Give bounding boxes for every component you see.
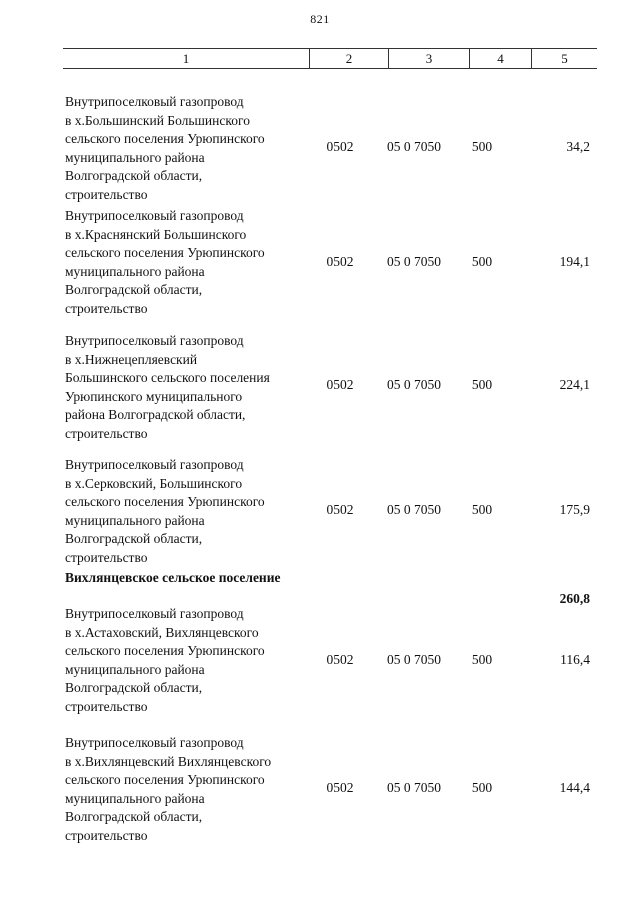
header-col-5: 5 xyxy=(561,50,568,66)
target-article-code: 05 0 7050 xyxy=(387,502,441,517)
header-col-3: 3 xyxy=(389,49,470,68)
expense-type-code: 500 xyxy=(471,502,493,517)
table-row xyxy=(63,456,597,568)
section-code: 0502 xyxy=(326,652,354,667)
table-row xyxy=(63,332,597,444)
section-code: 0502 xyxy=(326,780,354,795)
row-description: Внутрипоселковый газопровод в х.Большинский Большинского сельского поселения Урюпинского муниципального района Волгоградской области, строительство xyxy=(65,94,265,202)
amount: 144,4 xyxy=(559,780,590,795)
amount: 175,9 xyxy=(559,502,590,517)
section-code: 0502 xyxy=(326,139,354,154)
header-col-4: 4 xyxy=(470,49,532,68)
row-description: Внутрипоселковый газопровод в х.Нижнецепляевский Большинского сельского поселения Урюпинского муниципального района Волгоградской области, строительство xyxy=(65,333,270,441)
row-description: Внутрипоселковый газопровод в х.Краснянский Большинского сельского поселения Урюпинского муниципального района Волгоградской области, строительство xyxy=(65,208,265,316)
expense-type-code: 500 xyxy=(471,652,493,667)
table-header xyxy=(63,48,597,69)
section-code: 0502 xyxy=(326,502,354,517)
target-article-code: 05 0 7050 xyxy=(387,377,441,392)
expense-type-code: 500 xyxy=(471,780,493,795)
amount: 116,4 xyxy=(560,652,590,667)
row-description: Внутрипоселковый газопровод в х.Серковский, Большинского сельского поселения Урюпинского муниципального района Волгоградской области, строительство xyxy=(65,457,265,565)
expense-type-code: 500 xyxy=(471,254,493,269)
amount: 194,1 xyxy=(559,254,590,269)
section-title: Вихлянцевское сельское поселение xyxy=(65,570,281,585)
page-number: 821 xyxy=(310,12,330,26)
target-article-code: 05 0 7050 xyxy=(387,780,441,795)
expense-type-code: 500 xyxy=(471,139,493,154)
header-col-1: 1 xyxy=(63,49,310,68)
amount: 224,1 xyxy=(559,377,590,392)
amount: 34,2 xyxy=(566,139,590,154)
target-article-code: 05 0 7050 xyxy=(387,254,441,269)
target-article-code: 05 0 7050 xyxy=(387,652,441,667)
table-row xyxy=(63,93,597,205)
table-row xyxy=(63,207,597,319)
section-code: 0502 xyxy=(326,377,354,392)
expense-type-code: 500 xyxy=(471,377,493,392)
table-row xyxy=(63,605,597,717)
header-col-2: 2 xyxy=(310,49,389,68)
section-total: 260,8 xyxy=(559,591,590,606)
row-description: Внутрипоселковый газопровод в х.Астаховский, Вихлянцевского сельского поселения Урюпинского муниципального района Волгоградской области, строительство xyxy=(65,606,265,714)
target-article-code: 05 0 7050 xyxy=(387,139,441,154)
table-row xyxy=(63,734,597,846)
section-code: 0502 xyxy=(326,254,354,269)
row-description: Внутрипоселковый газопровод в х.Вихлянцевский Вихлянцевского сельского поселения Урюпинского муниципального района Волгоградской области, строительство xyxy=(65,735,272,843)
